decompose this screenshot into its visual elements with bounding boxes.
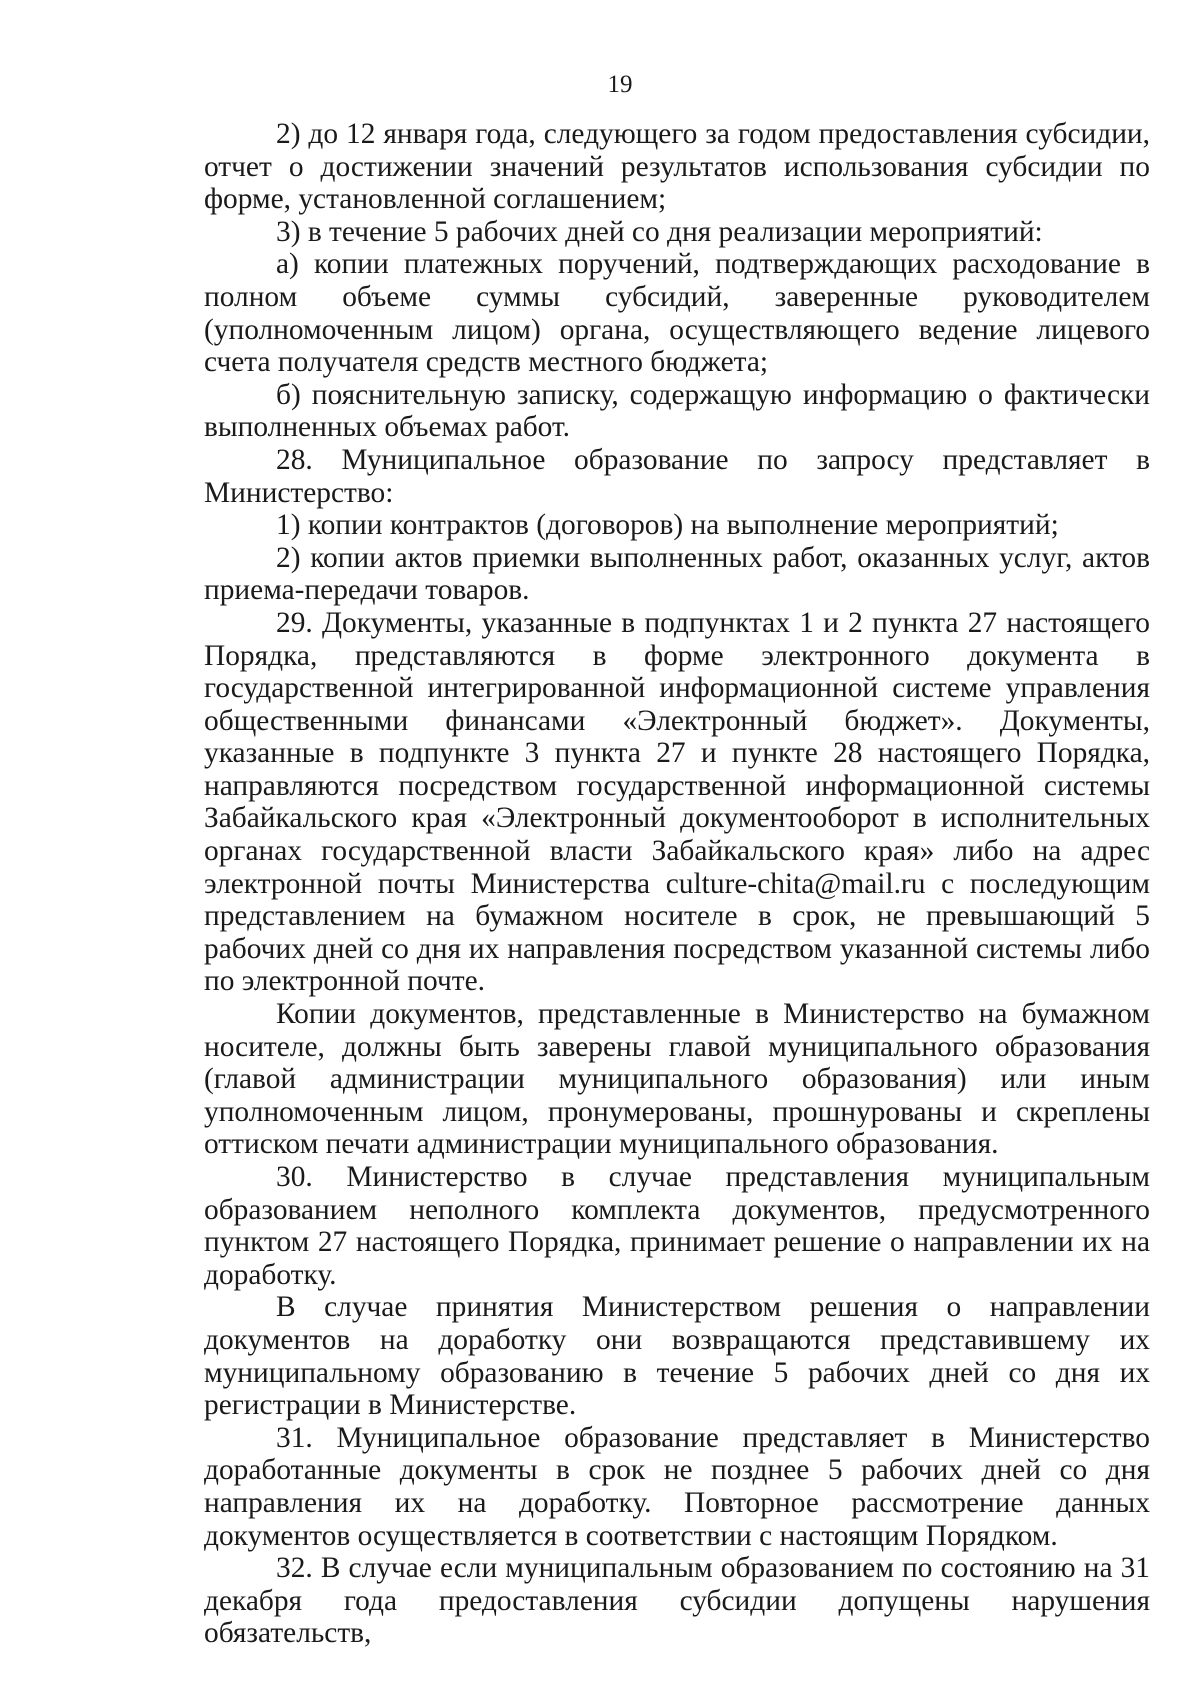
paragraph-clause-27-3: 3) в течение 5 рабочих дней со дня реализации мероприятий:: [276, 215, 1043, 248]
paragraph-clause-28-2: 2) копии актов приемки выполненных работ, оказанных услуг, актов приема-передачи товаров.: [204, 541, 1150, 607]
paragraph-clause-28-1: 1) копии контрактов (договоров) на выполнение мероприятий;: [276, 509, 1059, 542]
paragraph-rework-return: В случае принятия Министерством решения о направлении документов на доработку они возвращаются представившему их муниципальному образованию в течение 5 рабочих дней со дня их регистрации в Министерстве.: [204, 1291, 1150, 1422]
paragraph-subclause-a: а) копии платежных поручений, подтверждающих расходование в полном объеме суммы субсидий, заверенные руководителем (уполномоченным лицом) органа, осуществляющего ведение лицевого счета получателя средств местного бюджета;: [204, 248, 1150, 379]
document-body: [204, 118, 1150, 1650]
paragraph-clause-27-2: 2) до 12 января года, следующего за годом предоставления субсидии, отчет о достижении значений результатов использования субсидии по форме, установленной соглашением;: [204, 118, 1150, 216]
paragraph-clause-29: 29. Документы, указанные в подпунктах 1 и 2 пункта 27 настоящего Порядка, представляются в форме электронного документа в государственной интегрированной информационной системе управления общественными финансами «Электронный бюджет». Документы, указанные в подпункте 3 пункта 27 и пункте 28 настоящего Порядка, направляются посредством государственной информационной системы Забайкальского края «Электронный документооборот в исполнительных органах государственной власти Забайкальского края» либо на адрес электронной почты Министерства culture-chita@mail.ru с последующим представлением на бумажном носителе в срок, не превышающий 5 рабочих дней со дня их направления посредством указанной системы либо по электронной почте.: [204, 606, 1150, 998]
paragraph-clause-28: 28. Муниципальное образование по запросу представляет в Министерство:: [204, 443, 1150, 509]
paragraph-document-copies: Копии документов, представленные в Министерство на бумажном носителе, должны быть заверены главой муниципального образования (главой администрации муниципального образования) или иным уполномоченным лицом, пронумерованы, прошнурованы и скреплены оттиском печати администрации муниципального образования.: [204, 998, 1150, 1161]
paragraph-clause-31: 31. Муниципальное образование представляет в Министерство доработанные документы в срок не позднее 5 рабочих дней со дня направления их на доработку. Повторное рассмотрение данных документов осуществляется в соответствии с настоящим Порядком.: [204, 1421, 1150, 1552]
paragraph-clause-32: 32. В случае если муниципальным образованием по состоянию на 31 декабря года предоставления субсидии допущены нарушения обязательств,: [204, 1552, 1150, 1650]
page-number: 19: [607, 71, 633, 98]
paragraph-clause-30: 30. Министерство в случае представления муниципальным образованием неполного комплекта документов, предусмотренного пунктом 27 настоящего Порядка, принимает решение о направлении их на доработку.: [204, 1161, 1150, 1291]
paragraph-subclause-b: б) пояснительную записку, содержащую информацию о фактически выполненных объемах работ.: [204, 378, 1150, 444]
